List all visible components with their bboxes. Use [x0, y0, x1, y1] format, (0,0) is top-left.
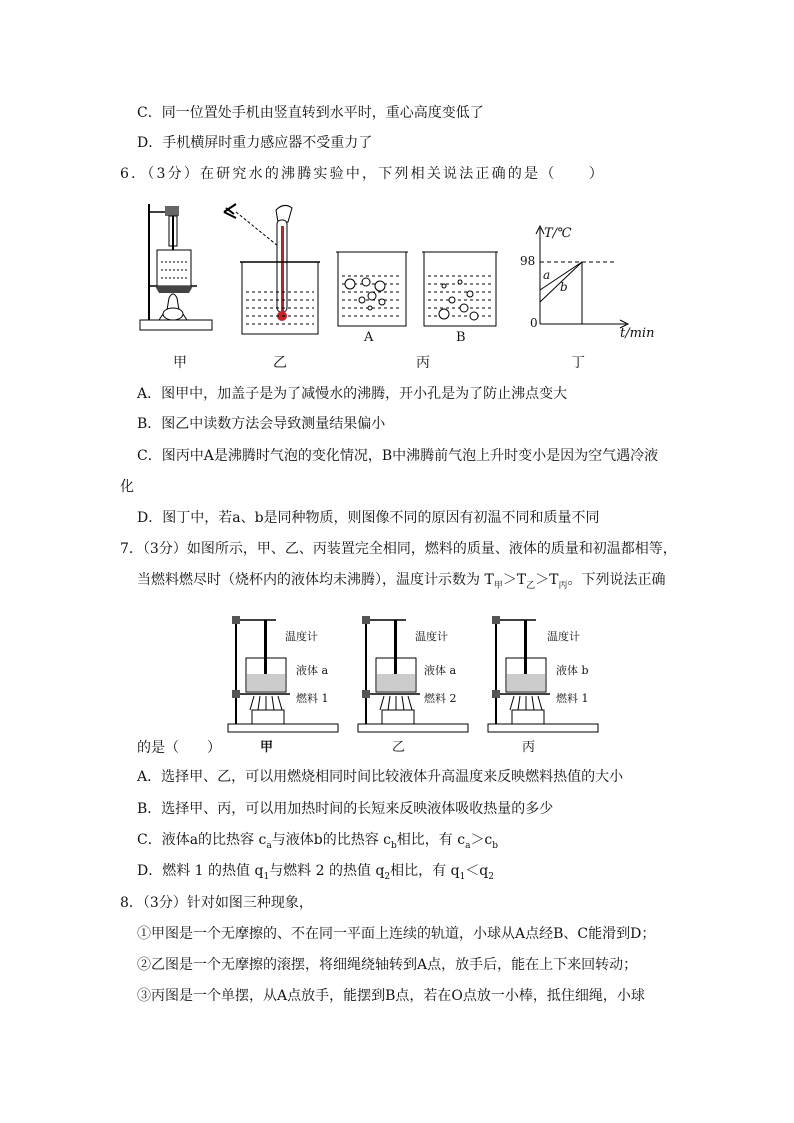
q6-graph-y-axis-label: T/℃	[544, 226, 572, 241]
q8-item-1: ①甲图是一个无摩擦的、不在同一平面上连续的轨道，小球从A点经B、C能滑到D；	[137, 926, 656, 942]
q7-stem-line3: 的是（ ）	[137, 740, 221, 756]
q6-option-b: B．图乙中读数方法会导致测量结果偏小	[137, 416, 386, 432]
q6-graph-temp-value: 98	[520, 254, 536, 268]
q5-option-d: D．手机横屏时重力感应器不受重力了	[137, 135, 373, 151]
q6-figure-yi	[222, 200, 322, 340]
q6-option-a: A．图甲中，加盖子是为了减慢水的沸腾，开小孔是为了防止沸点变大	[137, 386, 568, 402]
q7-jia-liquid-label: 液体 a	[296, 664, 329, 677]
q7-jia-thermometer-label: 温度计	[285, 630, 318, 643]
q7-option-c: C．液体a的比热容 $c_a$与液体b的比热容 $c_b$相比，有 $c_a>c_b$	[137, 832, 499, 851]
beaker-b	[422, 252, 498, 326]
q6-graph-line-a-label: a	[543, 268, 551, 282]
q7-yi-fuel-label: 燃料 2	[424, 692, 457, 705]
q8-item-3: ③丙图是一个单摆，从A点放手，能摆到B点，若在O点放一小棒，抵住细绳，小球	[137, 988, 645, 1004]
q6-caption-yi: 乙	[273, 355, 287, 371]
q6-label-beaker-b: B	[456, 330, 466, 345]
q8-stem: 8．（3分）针对如图三种现象，	[120, 895, 313, 911]
q7-stem-line1: 7．（3分）如图所示，甲、乙、丙装置完全相同，燃料的质量、液体的质量和初温都相等，	[120, 541, 677, 557]
q6-caption-jia: 甲	[173, 355, 187, 371]
q6-caption-ding: 丁	[571, 355, 585, 371]
beaker-a	[336, 252, 408, 326]
q7-caption-jia: 甲	[260, 740, 274, 755]
q6-option-c-line2: 化	[120, 479, 134, 495]
q6-graph-x-axis-label: t/min	[620, 326, 655, 341]
q6-option-d: D．图丁中，若a、b是同种物质，则图像不同的原因有初温不同和质量不同	[137, 510, 600, 526]
q7-option-a: A．选择甲、乙，可以用燃烧相同时间比较液体升高温度来反映燃料热值的大小	[137, 769, 624, 785]
q7-option-d: D．燃料 1 的热值 $q_1$与燃料 2 的热值 $q_2$相比，有 $q_1<q_2$	[137, 863, 495, 882]
q6-label-beaker-a: A	[364, 330, 374, 345]
q6-option-c-line1: C．图丙中A是沸腾时气泡的变化情况，B中沸腾前气泡上升时变小是因为空气遇冷液	[137, 448, 659, 464]
q7-bing-fuel-label: 燃料 1	[556, 692, 589, 705]
q7-bing-liquid-label: 液体 b	[556, 664, 589, 677]
q6-figure-bing	[332, 250, 502, 330]
q7-caption-yi: 乙	[392, 740, 406, 755]
q6-graph-line-b-label: b	[560, 280, 568, 294]
q6-caption-bing: 丙	[416, 355, 430, 371]
q7-bing-thermometer-label: 温度计	[547, 630, 580, 643]
q7-caption-bing: 丙	[522, 740, 536, 755]
q6-figure-jia	[135, 198, 217, 334]
q7-option-b: B．选择甲、丙，可以用加热时间的长短来反映液体吸收热量的多少	[137, 801, 554, 817]
q7-jia-fuel-label: 燃料 1	[296, 692, 329, 705]
q6-graph-origin: 0	[530, 316, 538, 330]
q5-option-c: C．同一位置处手机由竖直转到水平时，重心高度变低了	[137, 105, 484, 121]
q8-item-2: ②乙图是一个无摩擦的滚摆，将细绳绕轴转到A点，放手后，能在上下来回转动；	[137, 957, 638, 973]
q6-figure-ding	[520, 222, 670, 342]
q7-yi-liquid-label: 液体 a	[424, 664, 457, 677]
q6-stem: 6．（3分）在研究水的沸腾实验中，下列相关说法正确的是（ ）	[120, 166, 606, 182]
q7-yi-thermometer-label: 温度计	[415, 630, 448, 643]
q7-stem-line2: 当燃料燃尽时（烧杯内的液体均未沸腾），温度计示数为 $T_甲>T_乙>T_丙$。下列说法正确	[137, 572, 666, 591]
eye-icon	[224, 204, 236, 218]
